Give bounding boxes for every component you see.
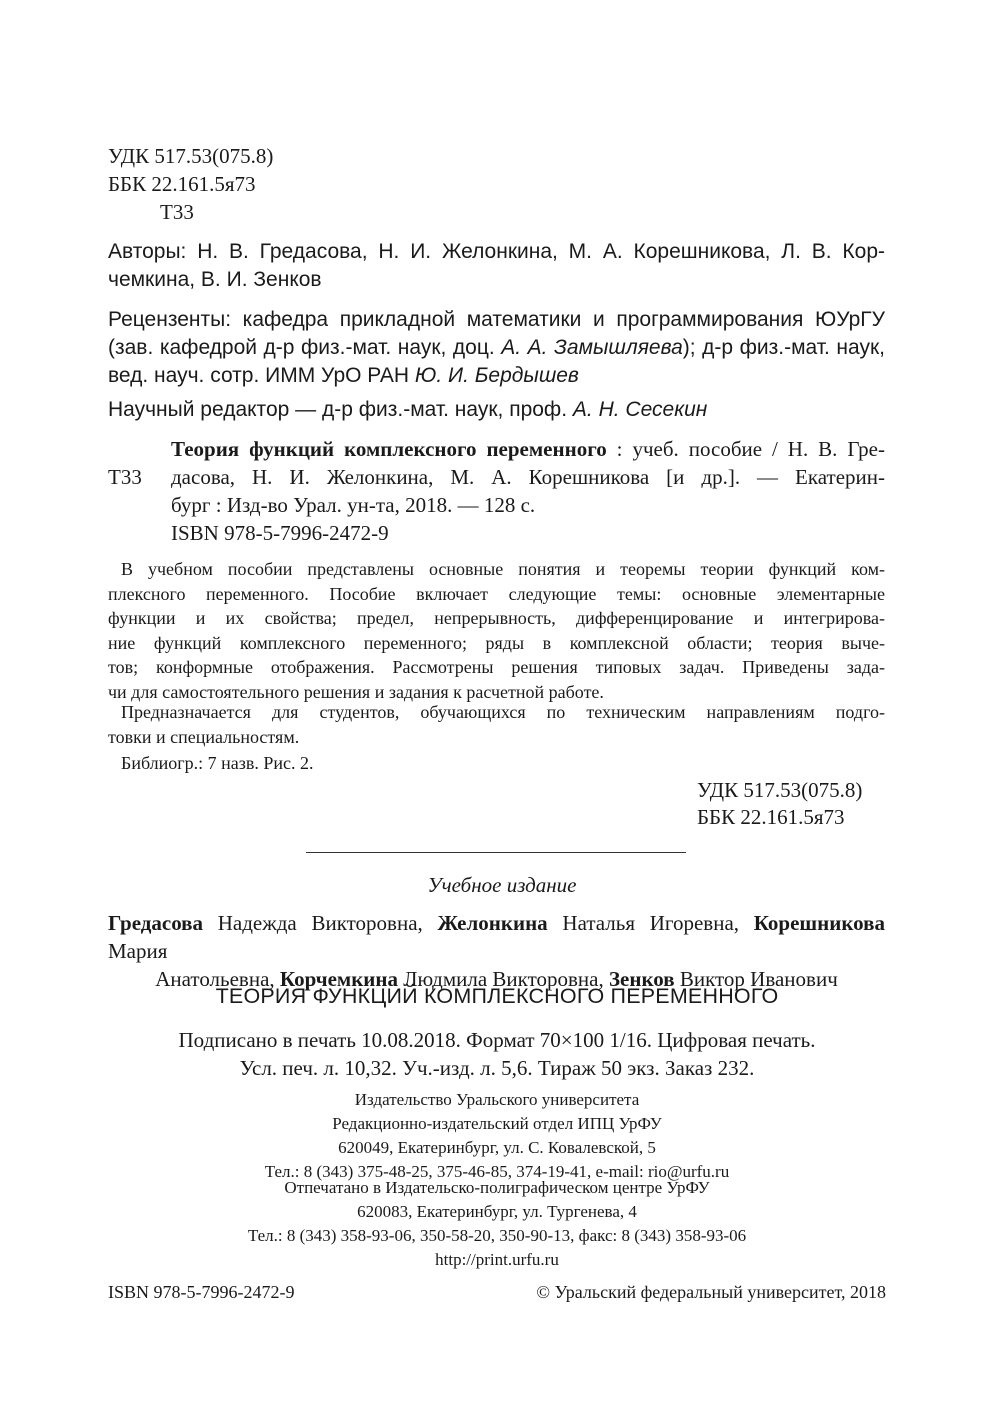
author-surname: Зенков [608,967,675,991]
author-surname: Корешникова [753,911,885,935]
print-info-block [0,1026,994,1082]
author-surname: Корчемкина [279,967,399,991]
reviewers-line-3-a: вед. науч. сотр. ИММ УрО РАН [108,364,415,387]
edition-type: Учебное издание [427,873,577,897]
print-info-line-1: Подписано в печать 10.08.2018. Формат 70×100 1/16. Цифровая печать. [178,1028,816,1052]
authors-line-2: чемкина, В. И. Зенков [108,268,322,291]
reviewers-line-2-a: (зав. кафедрой д-р физ.-мат. наук, доц. [108,336,502,359]
purpose-line-2: товки и специальностям. [108,726,300,747]
author-names: Анатольевна, [155,967,280,991]
authors-block [108,238,885,294]
abstract-line: функции и их свойства; предел, непрерывность, дифференцирование и интегрирова- [108,608,885,628]
catalog-mark: Т33 [108,465,142,489]
catalog-isbn: ISBN 978-5-7996-2472-9 [171,521,389,545]
print-info-line-2: Усл. печ. л. 10,32. Уч.-изд. л. 5,6. Тираж 50 экз. Заказ 232. [239,1056,755,1080]
editor-text: Научный редактор — д-р физ.-мат. наук, проф. [108,398,573,421]
author-names: Людмила Викторовна, [398,967,609,991]
abstract-line: чи для самостоятельного решения и задания к расчетной работе. [108,681,604,702]
reviewers-line-2 [108,334,885,362]
printer-line-2: 620083, Екатеринбург, ул. Тургенева, 4 [357,1202,637,1221]
bbk-code-top: ББК 22.161.5я73 [108,172,256,196]
purpose-block [108,700,885,749]
abstract-line: В учебном пособии представлены основные понятия и теоремы теории функций ком- [121,559,885,579]
footer-isbn: ISBN 978-5-7996-2472-9 [108,1282,295,1302]
catalog-line-3: бург : Изд-во Урал. ун-та, 2018. — 128 с. [171,493,536,517]
printer-line-3: Тел.: 8 (343) 358-93-06, 350-58-20, 350-90-13, факс: 8 (343) 358-93-06 [247,1226,747,1245]
abstract-line: тов; конформные отображения. Рассмотрены решения типовых задач. Приведены зада- [108,657,885,677]
catalog-line-2: дасова, Н. И. Желонкина, М. А. Корешникова [и др.]. — Екатерин- [171,465,885,489]
full-authors-line-1 [108,909,885,965]
udk-code-bottom: УДК 517.53(075.8) [697,778,863,802]
title-caps: ТЕОРИЯ ФУНКЦИЙ КОМПЛЕКСНОГО ПЕРЕМЕННОГО [215,984,779,1008]
abstract-line: ние функций комплексного переменного; ряды в комплексной области; теория выче- [108,632,885,653]
author-mark-top: Т33 [160,200,194,224]
publisher-line-4: Тел.: 8 (343) 375-48-25, 375-46-85, 374-19-41, e-mail: rio@urfu.ru [264,1162,730,1181]
publisher-line-1: Издательство Уральского университета [354,1090,640,1109]
author-names: Мария [108,939,168,963]
author-names: Виктор Иванович [674,967,838,991]
printer-url: http://print.urfu.ru [435,1250,559,1269]
printer-block [0,1176,994,1272]
bbk-code-bottom: ББК 22.161.5я73 [697,805,845,829]
reviewer-name-1: А. А. Замышляева [501,336,683,359]
abstract-line: плексного переменного. Пособие включает следующие темы: основные элементарные [108,583,885,604]
authors-line-1: Авторы: Н. В. Гредасова, Н. И. Желонкина, М. А. Корешникова, Л. В. Кор- [108,240,885,263]
printer-line-1: Отпечатано в Издательско-полиграфическом центре УрФУ [284,1178,710,1197]
editor-line [108,396,707,424]
publisher-line-3: 620049, Екатеринбург, ул. С. Ковалевской, 5 [338,1138,656,1157]
author-names: Надежда Викторовна, [203,911,438,935]
publisher-block [0,1088,994,1184]
catalog-entry [171,435,885,547]
author-surname: Гредасова [108,911,204,935]
catalog-line-1 [171,435,885,463]
author-surname: Желонкина [437,911,548,935]
book-title-bold: Теория функций комплексного переменного [171,437,607,461]
bibliography-note: Библиогр.: 7 назв. Рис. 2. [121,753,314,773]
reviewers-line-2-b: ); д-р физ.-мат. наук, [682,336,885,359]
udk-code-top: УДК 517.53(075.8) [108,144,274,168]
reviewers-block [108,306,885,390]
editor-name: А. Н. Сесекин [572,398,708,421]
catalog-line-1-rest: : учеб. пособие / Н. В. Гре- [606,437,886,461]
footer-copyright: © Уральский федеральный университет, 2018 [536,1282,886,1302]
abstract-block [108,557,885,704]
author-names: Наталья Игоревна, [547,911,754,935]
purpose-line-1: Предназначается для студентов, обучающихся по техническим направлениям подго- [121,702,885,722]
divider-line [306,852,686,853]
publisher-line-2: Редакционно-издательский отдел ИПЦ УрФУ [332,1114,662,1133]
reviewers-line-3 [108,362,885,390]
reviewer-name-2: Ю. И. Бердышев [414,364,579,387]
reviewers-line-1: Рецензенты: кафедра прикладной математики и программирования ЮУрГУ [108,308,885,331]
